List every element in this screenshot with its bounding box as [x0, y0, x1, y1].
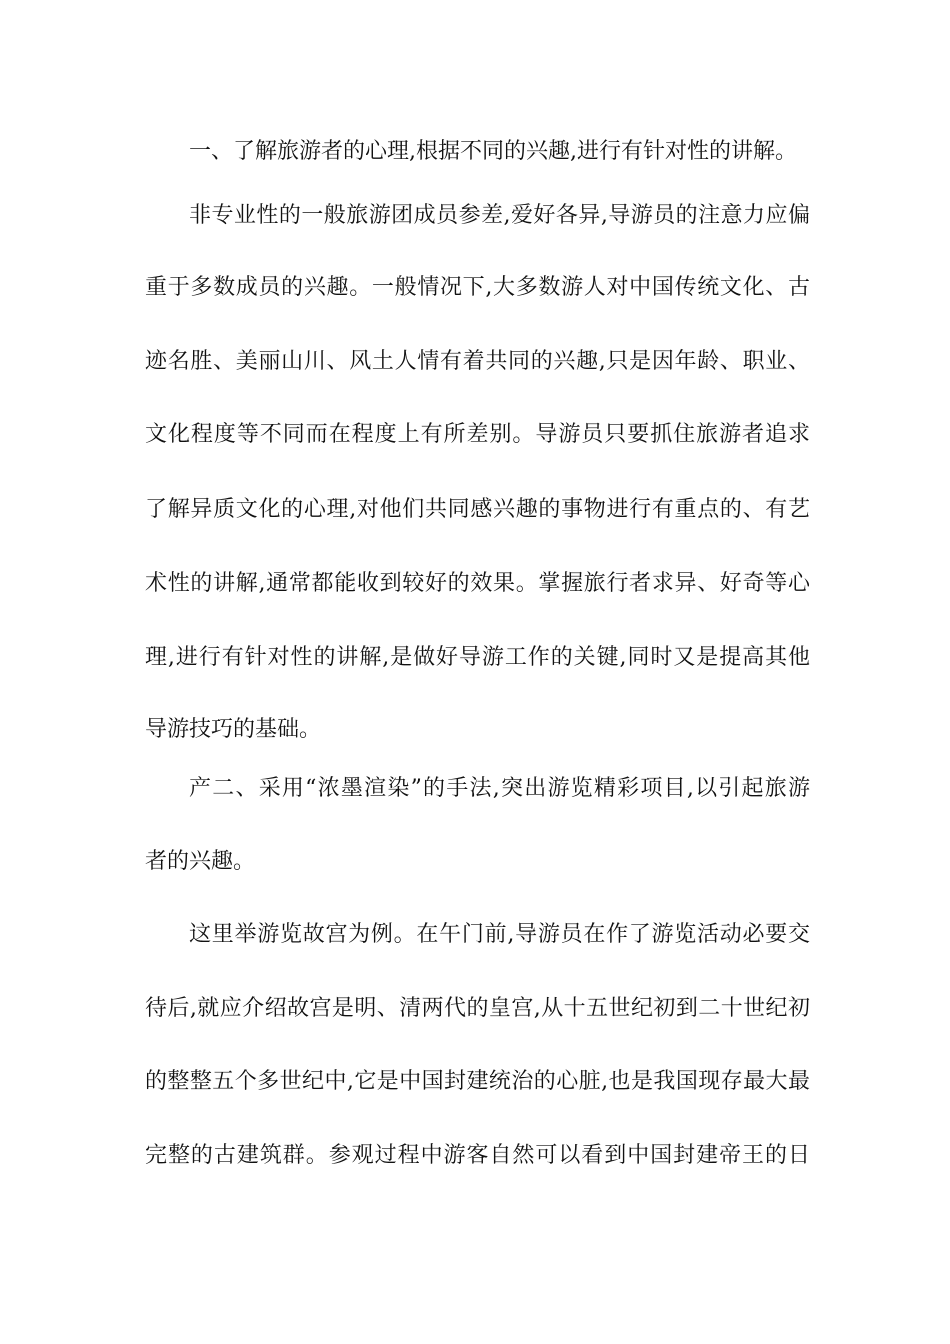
- paragraph-line: 这里举游览故宫为例。在午门前,导游员在作了游览活动必要交: [189, 922, 810, 947]
- paragraph-line: 文化程度等不同而在程度上有所差别。导游员只要抓住旅游者追求: [145, 422, 810, 447]
- paragraph-line: 的整整五个多世纪中,它是中国封建统治的心脏,也是我国现存最大最: [145, 1069, 810, 1094]
- paragraph-line: 重于多数成员的兴趣。一般情况下,大多数游人对中国传统文化、古: [145, 275, 810, 300]
- paragraph-line: 了解异质文化的心理,对他们共同感兴趣的事物进行有重点的、有艺: [145, 497, 810, 522]
- paragraph-line: 迹名胜、美丽山川、风土人情有着共同的兴趣,只是因年龄、职业、: [145, 349, 810, 374]
- paragraph-line: 术性的讲解,通常都能收到较好的效果。掌握旅行者求异、好奇等心: [145, 571, 810, 596]
- heading-line-1: 一、了解旅游者的心理,根据不同的兴趣,进行有针对性的讲解。: [189, 139, 797, 164]
- heading-line-2: 产二、采用“浓墨渲染”的手法,突出游览精彩项目,以引起旅游: [189, 776, 810, 801]
- heading-line-2-cont: 者的兴趣。: [145, 849, 256, 874]
- paragraph-line: 理,进行有针对性的讲解,是做好导游工作的关键,同时又是提高其他: [145, 645, 810, 670]
- paragraph-line: 完整的古建筑群。参观过程中游客自然可以看到中国封建帝王的日: [145, 1143, 810, 1168]
- paragraph-line: 导游技巧的基础。: [145, 717, 322, 742]
- paragraph-line: 非专业性的一般旅游团成员参差,爱好各异,导游员的注意力应偏: [189, 203, 810, 228]
- paragraph-line: 待后,就应介绍故宫是明、清两代的皇宫,从十五世纪初到二十世纪初: [145, 996, 810, 1021]
